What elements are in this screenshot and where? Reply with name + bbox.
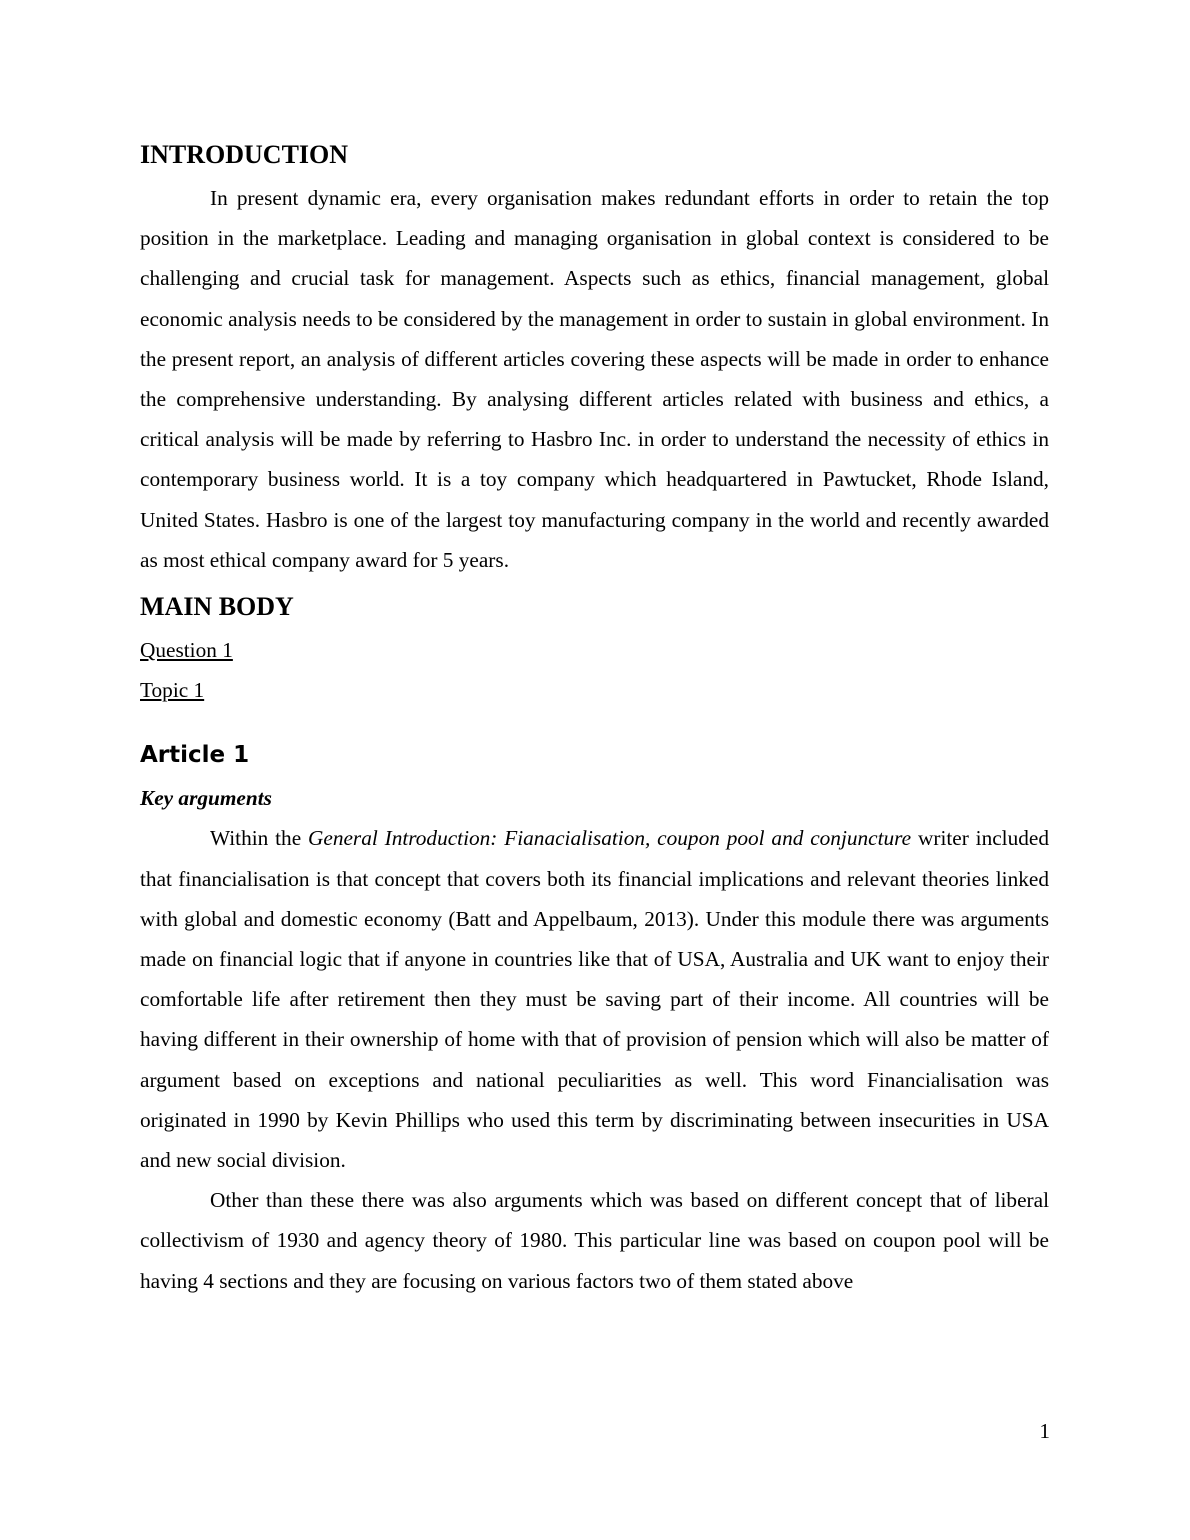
- article-paragraph-1-start: Within the: [210, 826, 308, 851]
- key-arguments-heading: Key arguments: [140, 786, 272, 811]
- page-number: 1: [1039, 1419, 1050, 1443]
- question-label: Question 1: [140, 638, 233, 663]
- article-paragraph-1-rest: writer included that financialisation is that concept that covers both its financial implications and relevant theories linked with global and domestic economy (Batt and Appelbaum, 2013). Under this module there was arguments made on financial logic that if anyone in countries like that of USA, Australia and UK want to enjoy their comfortable life after retirement then they must be saving part of their income. All countries will be having different in their ownership of home with that of provision of pension which will also be matter of argument based on exceptions and national peculiarities as well. This word Financialisation was originated in 1990 by Kevin Phillips who used this term by discriminating between insecurities in USA and new social division.: [140, 826, 1049, 1173]
- article-paragraph-1: [140, 818, 1049, 1180]
- introduction-heading: INTRODUCTION: [140, 140, 349, 169]
- topic-label: Topic 1: [140, 678, 205, 703]
- document-page: [140, 138, 1049, 1301]
- article-paragraph-2: Other than these there was also arguments which was based on different concept that of liberal collectivism of 1930 and agency theory of 1980. This particular line was based on coupon pool will be having 4 sections and they are focusing on various factors two of them stated above: [140, 1188, 1049, 1293]
- introduction-paragraph: In present dynamic era, every organisation makes redundant efforts in order to retain the top position in the marketplace. Leading and managing organisation in global context is considered to be challenging and crucial task for management. Aspects such as ethics, financial management, global economic analysis needs to be considered by the management in order to sustain in global environment. In the present report, an analysis of different articles covering these aspects will be made in order to enhance the comprehensive understanding. By analysing different articles related with business and ethics, a critical analysis will be made by referring to Hasbro Inc. in order to understand the necessity of ethics in contemporary business world. It is a toy company which headquartered in Pawtucket, Rhode Island, United States. Hasbro is one of the largest toy manufacturing company in the world and recently awarded as most ethical company award for 5 years.: [140, 186, 1049, 572]
- main-body-heading: MAIN BODY: [140, 592, 294, 622]
- article-title-italic: General Introduction: Fianacialisation, coupon pool and conjuncture: [308, 826, 912, 851]
- article-heading: Article 1: [140, 742, 250, 769]
